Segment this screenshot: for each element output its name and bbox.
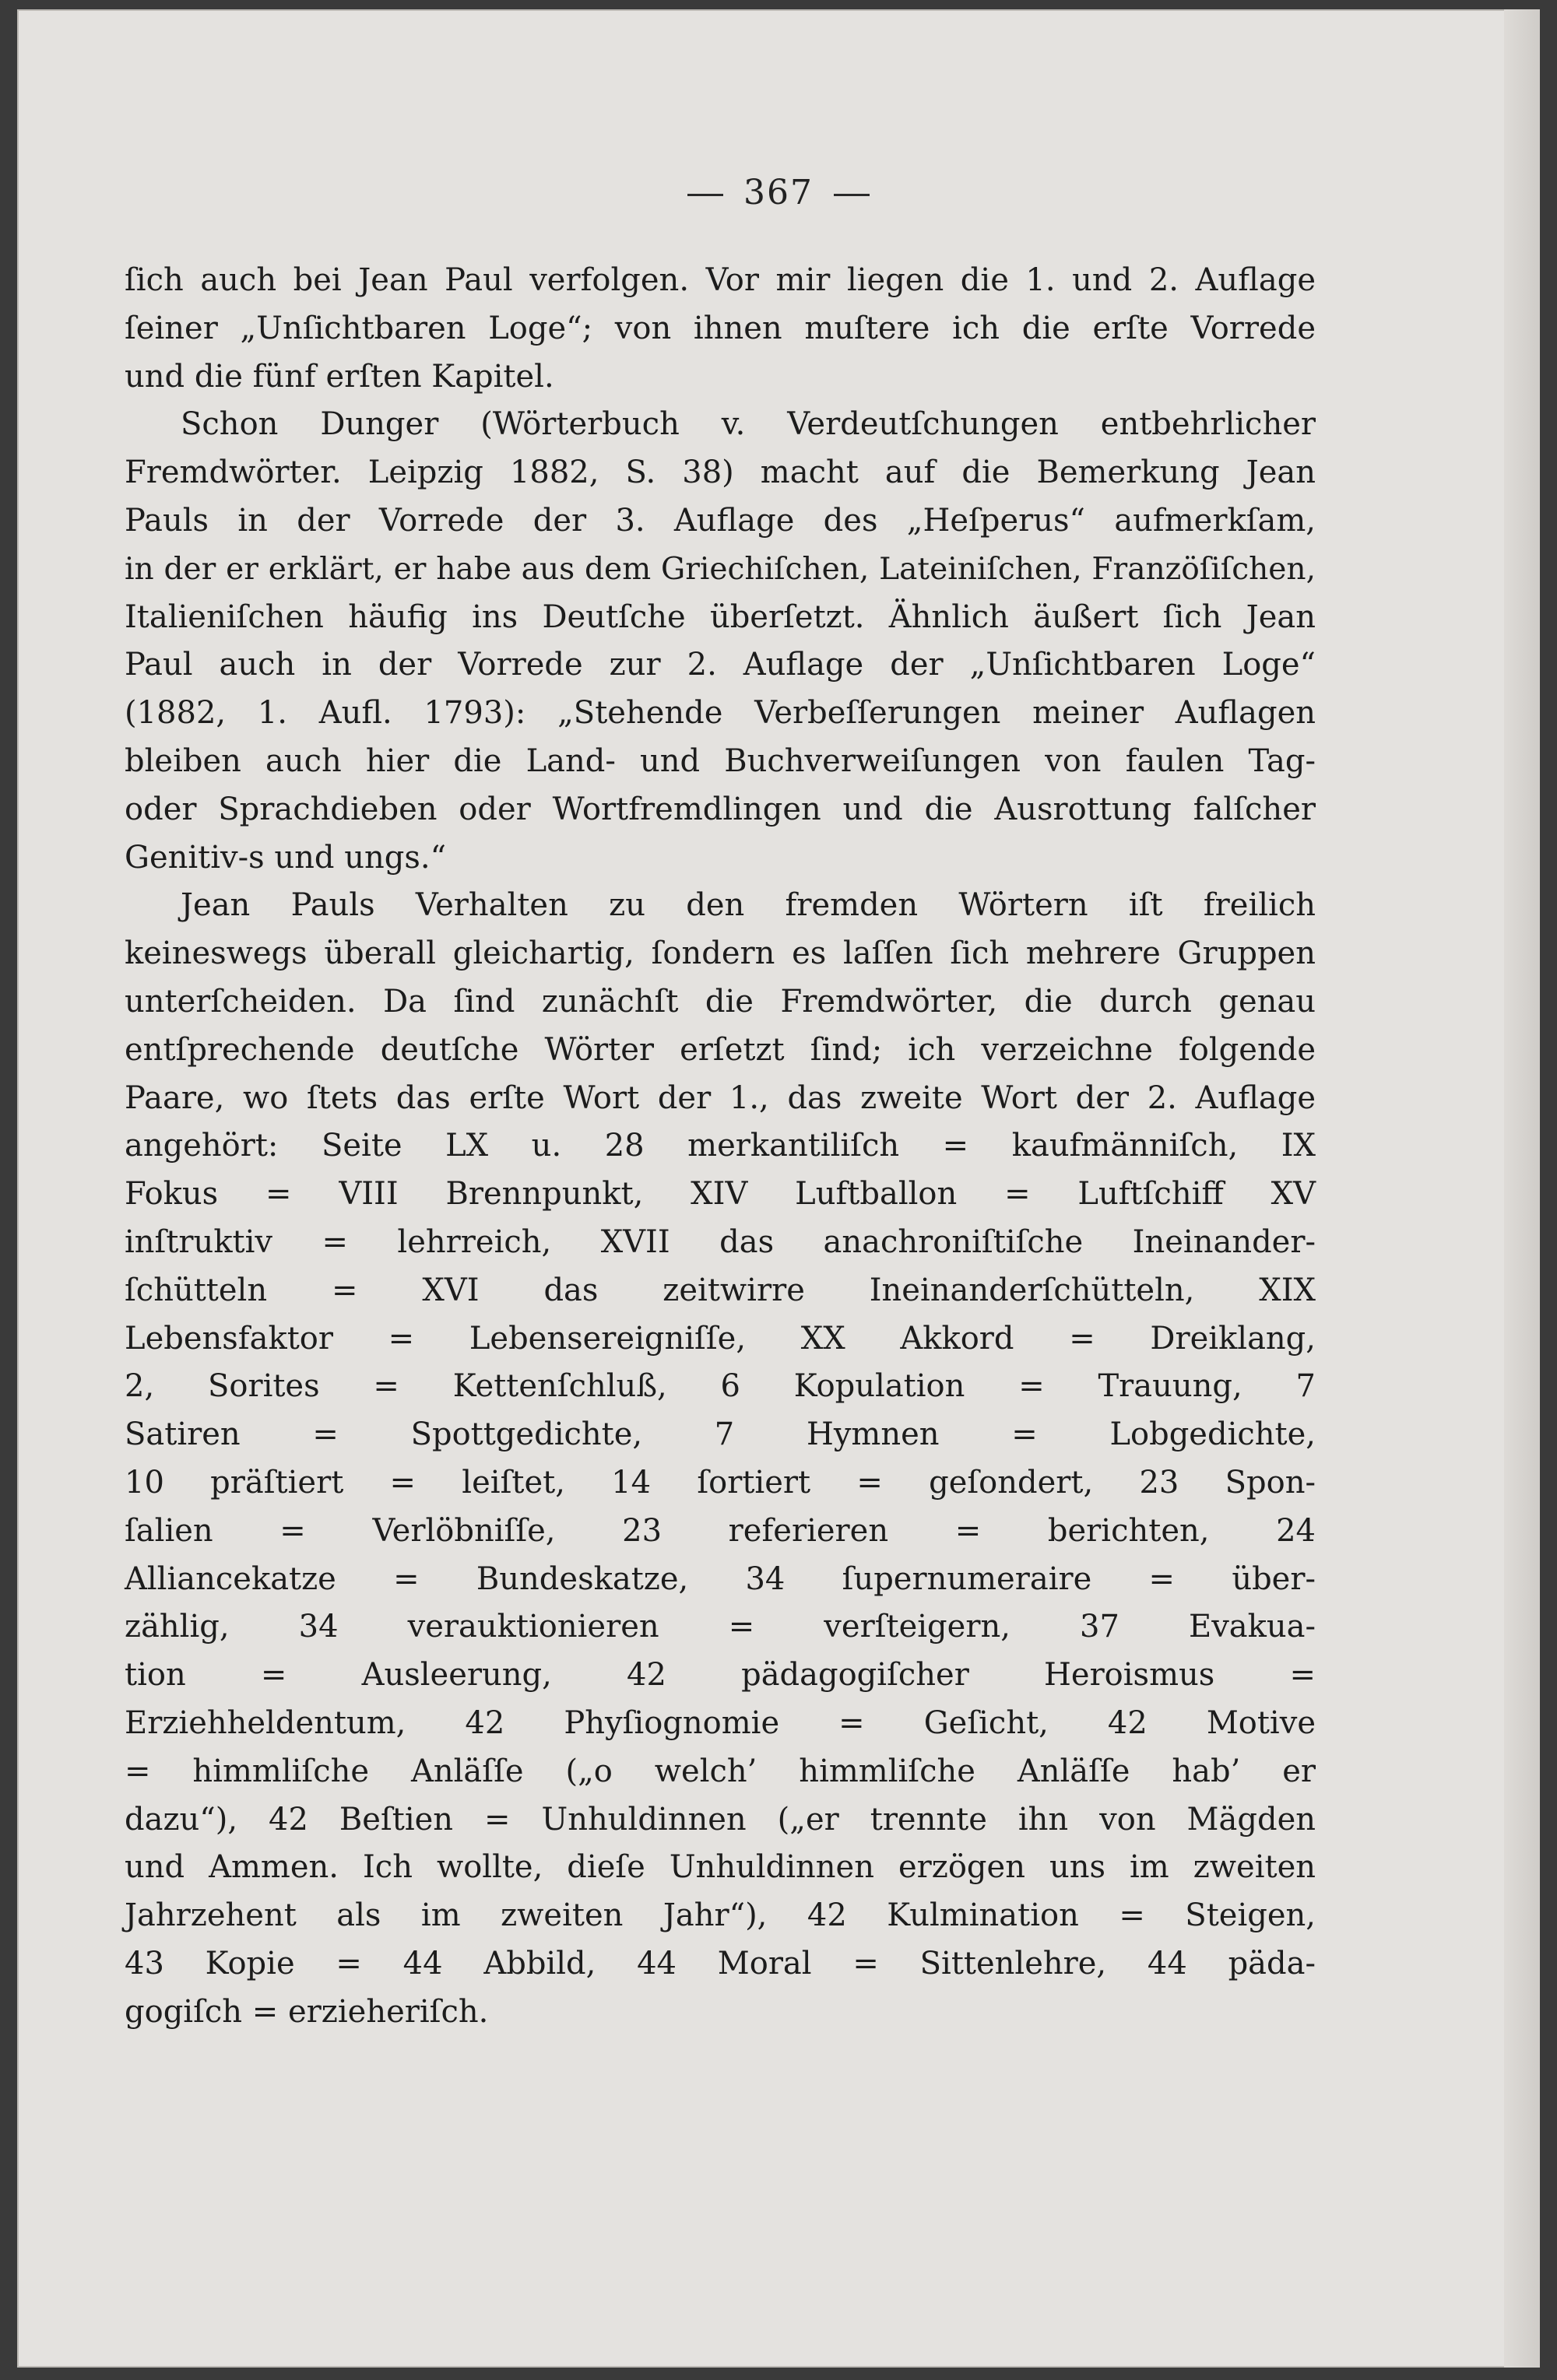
page-edge (1504, 9, 1540, 2368)
text-line: ſich auch bei Jean Paul verfolgen. Vor mir liegen die 1. und 2. Auflage (125, 262, 1316, 298)
text-line: Lebensfaktor = Lebensereigniſſe, XX Akkord = Dreiklang, (125, 1320, 1316, 1357)
dash-left (687, 194, 723, 196)
text-line: Schon Dunger (Wörterbuch v. Verdeutſchungen entbehrlicher (181, 406, 1316, 443)
body-text (125, 257, 1316, 2036)
text-line: Italieniſchen häufig ins Deutſche überſetzt. Ähnlich äußert ſich Jean (125, 599, 1316, 635)
text-line: und die fünf erſten Kapitel. (125, 358, 554, 395)
text-line: = himmliſche Anläſſe („o welch’ himmliſche Anläſſe hab’ er (125, 1753, 1316, 1789)
text-line: ſchütteln = XVI das zeitwirre Ineinanderſchütteln, XIX (125, 1272, 1316, 1308)
text-line: angehört: Seite LX u. 28 merkantiliſch = kaufmänniſch, IX (125, 1128, 1316, 1164)
text-line: gogiſch = erzieheriſch. (125, 1993, 489, 2030)
text-line: (1882, 1. Aufl. 1793): „Stehende Verbeſſerungen meiner Auflagen (125, 695, 1316, 732)
text-line: Jean Pauls Verhalten zu den fremden Wörtern iſt freilich (181, 887, 1316, 924)
book-page (17, 9, 1540, 2368)
text-line: 10 präſtiert = leiſtet, 14 ſortiert = geſondert, 23 Spon- (125, 1464, 1316, 1501)
text-line: Erziehheldentum, 42 Phyſiognomie = Geſicht, 42 Motive (125, 1704, 1316, 1741)
text-line: und Ammen. Ich wollte, dieſe Unhuldinnen erzögen uns im zweiten (125, 1849, 1316, 1886)
dash-right (834, 194, 870, 196)
text-line: in der er erklärt, er habe aus dem Griechiſchen, Lateiniſchen, Franzöſiſchen, (125, 551, 1316, 587)
text-line: Pauls in der Vorrede der 3. Auflage des „Heſperus“ aufmerkſam, (125, 502, 1316, 539)
text-line: bleiben auch hier die Land- und Buchverweiſungen von faulen Tag- (125, 742, 1316, 779)
text-line: Paul auch in der Vorrede zur 2. Auflage der „Unſichtbaren Loge“ (125, 647, 1316, 683)
text-line: 43 Kopie = 44 Abbild, 44 Moral = Sittenlehre, 44 päda- (125, 1945, 1316, 1982)
text-line: 2, Sorites = Kettenſchluß, 6 Kopulation = Trauung, 7 (125, 1368, 1316, 1405)
text-line: Genitiv-s und ungs.“ (125, 839, 447, 876)
text-line: unterſcheiden. Da ſind zunächſt die Fremdwörter, die durch genau (125, 983, 1316, 1020)
page-number-line (17, 173, 1540, 212)
text-line: keineswegs überall gleichartig, ſondern es laſſen ſich mehrere Gruppen (125, 936, 1316, 972)
text-line: oder Sprachdieben oder Wortfremdlingen und die Ausrottung falſcher (125, 791, 1316, 827)
page-number: 367 (743, 173, 814, 212)
text-line: entſprechende deutſche Wörter erſetzt ſind; ich verzeichne folgende (125, 1031, 1316, 1068)
text-line: Fremdwörter. Leipzig 1882, S. 38) macht auf die Bemerkung Jean (125, 455, 1316, 491)
text-line: Jahrzehent als im zweiten Jahr“), 42 Kulmination = Steigen, (125, 1897, 1316, 1934)
text-line: Alliancekatze = Bundeskatze, 34 ſupernumeraire = über- (125, 1560, 1316, 1597)
text-line: Fokus = VIII Brennpunkt, XIV Luftballon = Luftſchiff XV (125, 1176, 1316, 1213)
text-line: tion = Ausleerung, 42 pädagogiſcher Heroismus = (125, 1657, 1316, 1694)
text-line: Paare, wo ſtets das erſte Wort der 1., das zweite Wort der 2. Auflage (125, 1079, 1316, 1116)
text-line: ſalien = Verlöbniſſe, 23 referieren = berichten, 24 (125, 1512, 1316, 1549)
text-line: ſeiner „Unſichtbaren Loge“; von ihnen muſtere ich die erſte Vorrede (125, 310, 1316, 346)
text-line: Satiren = Spottgedichte, 7 Hymnen = Lobgedichte, (125, 1416, 1316, 1453)
text-line: inſtruktiv = lehrreich, XVII das anachroniſtiſche Ineinander- (125, 1223, 1316, 1260)
text-line: dazu“), 42 Beſtien = Unhuldinnen („er trennte ihn von Mägden (125, 1801, 1316, 1838)
text-line: zählig, 34 verauktionieren = verſteigern, 37 Evakua- (125, 1609, 1316, 1645)
